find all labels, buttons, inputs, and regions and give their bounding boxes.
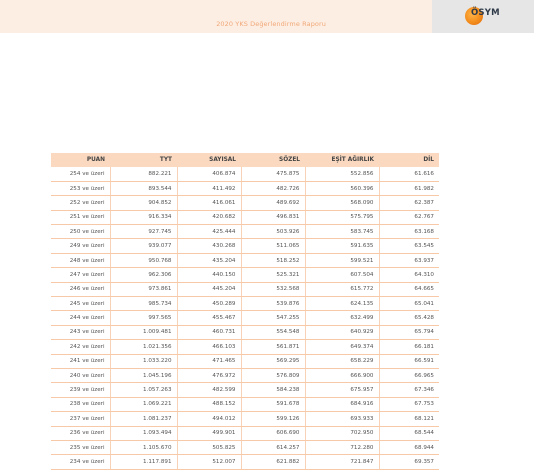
esit-agirlik-cell: 693.933: [305, 412, 379, 426]
tyt-cell: 1.081.237: [110, 412, 177, 426]
sayisal-cell: 466.103: [177, 340, 241, 354]
header-band: [0, 0, 432, 33]
score-distribution-table: [51, 153, 439, 470]
esit-agirlik-cell: 632.499: [305, 311, 379, 325]
logo-text: ÖSYM: [471, 8, 500, 18]
column-header-esit-agirlik: EŞİT AĞIRLIK: [331, 157, 374, 163]
sayisal-cell: 411.492: [177, 181, 241, 195]
dil-cell: 66.965: [379, 368, 439, 382]
sozel-cell: 503.926: [241, 225, 305, 239]
table-row: [51, 455, 439, 469]
esit-agirlik-cell: 615.772: [305, 282, 379, 296]
sayisal-cell: 488.152: [177, 397, 241, 411]
dil-cell: 68.544: [379, 426, 439, 440]
tyt-cell: 1.009.481: [110, 325, 177, 339]
puan-cell: 234 ve üzeri: [51, 455, 110, 469]
sozel-cell: 525.321: [241, 268, 305, 282]
sayisal-cell: 471.465: [177, 354, 241, 368]
sayisal-cell: 512.007: [177, 455, 241, 469]
sozel-cell: 475.875: [241, 167, 305, 181]
dil-cell: 66.181: [379, 340, 439, 354]
sozel-cell: 539.876: [241, 297, 305, 311]
dil-cell: 68.944: [379, 440, 439, 454]
dil-cell: 64.665: [379, 282, 439, 296]
sayisal-cell: 505.825: [177, 440, 241, 454]
puan-cell: 254 ve üzeri: [51, 167, 110, 181]
dil-cell: 65.041: [379, 297, 439, 311]
dil-cell: 67.753: [379, 397, 439, 411]
dil-cell: 69.357: [379, 455, 439, 469]
sozel-cell: 614.257: [241, 440, 305, 454]
table-row: [51, 167, 439, 181]
sayisal-cell: 430.268: [177, 239, 241, 253]
esit-agirlik-cell: 575.795: [305, 210, 379, 224]
puan-cell: 251 ve üzeri: [51, 210, 110, 224]
dil-cell: 62.387: [379, 196, 439, 210]
esit-agirlik-cell: 702.950: [305, 426, 379, 440]
sayisal-cell: 460.731: [177, 325, 241, 339]
esit-agirlik-cell: 675.957: [305, 383, 379, 397]
puan-cell: 237 ve üzeri: [51, 412, 110, 426]
esit-agirlik-cell: 568.090: [305, 196, 379, 210]
esit-agirlik-cell: 624.135: [305, 297, 379, 311]
puan-cell: 243 ve üzeri: [51, 325, 110, 339]
dil-cell: 61.616: [379, 167, 439, 181]
sozel-cell: 511.065: [241, 239, 305, 253]
esit-agirlik-cell: 721.847: [305, 455, 379, 469]
column-header-sayisal: SAYISAL: [209, 157, 236, 163]
puan-cell: 244 ve üzeri: [51, 311, 110, 325]
sozel-cell: 554.548: [241, 325, 305, 339]
sayisal-cell: 445.204: [177, 282, 241, 296]
sayisal-cell: 450.289: [177, 297, 241, 311]
tyt-cell: 1.057.263: [110, 383, 177, 397]
sozel-cell: 606.690: [241, 426, 305, 440]
esit-agirlik-cell: 583.745: [305, 225, 379, 239]
table-row: [51, 181, 439, 195]
puan-cell: 250 ve üzeri: [51, 225, 110, 239]
table-body: [51, 167, 439, 469]
sozel-cell: 599.126: [241, 412, 305, 426]
tyt-cell: 962.306: [110, 268, 177, 282]
sayisal-cell: 499.901: [177, 426, 241, 440]
esit-agirlik-cell: 712.280: [305, 440, 379, 454]
dil-cell: 62.767: [379, 210, 439, 224]
sayisal-cell: 425.444: [177, 225, 241, 239]
esit-agirlik-cell: 607.504: [305, 268, 379, 282]
dil-cell: 61.982: [379, 181, 439, 195]
tyt-cell: 950.768: [110, 253, 177, 267]
sozel-cell: 547.255: [241, 311, 305, 325]
table-row: [51, 297, 439, 311]
dil-cell: 64.310: [379, 268, 439, 282]
table-row: [51, 268, 439, 282]
puan-cell: 241 ve üzeri: [51, 354, 110, 368]
sozel-cell: 482.726: [241, 181, 305, 195]
esit-agirlik-cell: 599.521: [305, 253, 379, 267]
table-row: [51, 311, 439, 325]
esit-agirlik-cell: 591.635: [305, 239, 379, 253]
tyt-cell: 1.105.670: [110, 440, 177, 454]
table-row: [51, 426, 439, 440]
puan-cell: 248 ve üzeri: [51, 253, 110, 267]
sozel-cell: 561.871: [241, 340, 305, 354]
table-row: [51, 239, 439, 253]
dil-cell: 66.591: [379, 354, 439, 368]
sayisal-cell: 494.012: [177, 412, 241, 426]
table-row: [51, 196, 439, 210]
puan-cell: 252 ve üzeri: [51, 196, 110, 210]
logo-box: [432, 0, 534, 33]
table-row: [51, 282, 439, 296]
sayisal-cell: 476.972: [177, 368, 241, 382]
puan-cell: 238 ve üzeri: [51, 397, 110, 411]
dil-cell: 65.794: [379, 325, 439, 339]
table-row: [51, 440, 439, 454]
sayisal-cell: 416.061: [177, 196, 241, 210]
esit-agirlik-cell: 658.229: [305, 354, 379, 368]
puan-cell: 235 ve üzeri: [51, 440, 110, 454]
sayisal-cell: 435.204: [177, 253, 241, 267]
puan-cell: 249 ve üzeri: [51, 239, 110, 253]
report-title: 2020 YKS Değerlendirme Raporu: [216, 20, 326, 28]
dil-cell: 68.121: [379, 412, 439, 426]
puan-cell: 247 ve üzeri: [51, 268, 110, 282]
tyt-cell: 1.069.221: [110, 397, 177, 411]
sayisal-cell: 406.874: [177, 167, 241, 181]
tyt-cell: 985.734: [110, 297, 177, 311]
table-row: [51, 354, 439, 368]
dil-cell: 65.428: [379, 311, 439, 325]
tyt-cell: 1.117.891: [110, 455, 177, 469]
sozel-cell: 584.238: [241, 383, 305, 397]
sozel-cell: 518.252: [241, 253, 305, 267]
puan-cell: 246 ve üzeri: [51, 282, 110, 296]
tyt-cell: 1.021.356: [110, 340, 177, 354]
puan-cell: 240 ve üzeri: [51, 368, 110, 382]
sayisal-cell: 455.467: [177, 311, 241, 325]
tyt-cell: 973.861: [110, 282, 177, 296]
sayisal-cell: 420.682: [177, 210, 241, 224]
tyt-cell: 939.077: [110, 239, 177, 253]
table-row: [51, 210, 439, 224]
tyt-cell: 893.544: [110, 181, 177, 195]
tyt-cell: 882.221: [110, 167, 177, 181]
tyt-cell: 997.565: [110, 311, 177, 325]
puan-cell: 239 ve üzeri: [51, 383, 110, 397]
table-header-row: [51, 153, 439, 167]
dil-cell: 67.346: [379, 383, 439, 397]
esit-agirlik-cell: 666.900: [305, 368, 379, 382]
esit-agirlik-cell: 684.916: [305, 397, 379, 411]
table-row: [51, 397, 439, 411]
puan-cell: 253 ve üzeri: [51, 181, 110, 195]
table-row: [51, 225, 439, 239]
dil-cell: 63.168: [379, 225, 439, 239]
esit-agirlik-cell: 560.396: [305, 181, 379, 195]
tyt-cell: 1.093.494: [110, 426, 177, 440]
column-header-tyt: TYT: [159, 157, 172, 163]
table-row: [51, 340, 439, 354]
puan-cell: 242 ve üzeri: [51, 340, 110, 354]
sayisal-cell: 440.150: [177, 268, 241, 282]
tyt-cell: 904.852: [110, 196, 177, 210]
esit-agirlik-cell: 649.374: [305, 340, 379, 354]
table-row: [51, 412, 439, 426]
tyt-cell: 916.334: [110, 210, 177, 224]
puan-cell: 245 ve üzeri: [51, 297, 110, 311]
puan-cell: 236 ve üzeri: [51, 426, 110, 440]
dil-cell: 63.545: [379, 239, 439, 253]
sozel-cell: 621.882: [241, 455, 305, 469]
dil-cell: 63.937: [379, 253, 439, 267]
tyt-cell: 927.745: [110, 225, 177, 239]
sayisal-cell: 482.599: [177, 383, 241, 397]
column-header-sozel: SÖZEL: [279, 157, 300, 163]
sozel-cell: 569.295: [241, 354, 305, 368]
table-row: [51, 253, 439, 267]
sozel-cell: 576.809: [241, 368, 305, 382]
sozel-cell: 496.831: [241, 210, 305, 224]
column-header-puan: PUAN: [86, 157, 105, 163]
column-header-dil: DİL: [423, 157, 434, 163]
esit-agirlik-cell: 640.929: [305, 325, 379, 339]
esit-agirlik-cell: 552.856: [305, 167, 379, 181]
sozel-cell: 489.692: [241, 196, 305, 210]
table-row: [51, 383, 439, 397]
sozel-cell: 591.678: [241, 397, 305, 411]
table-row: [51, 325, 439, 339]
tyt-cell: 1.045.196: [110, 368, 177, 382]
table-row: [51, 368, 439, 382]
tyt-cell: 1.033.220: [110, 354, 177, 368]
sozel-cell: 532.568: [241, 282, 305, 296]
